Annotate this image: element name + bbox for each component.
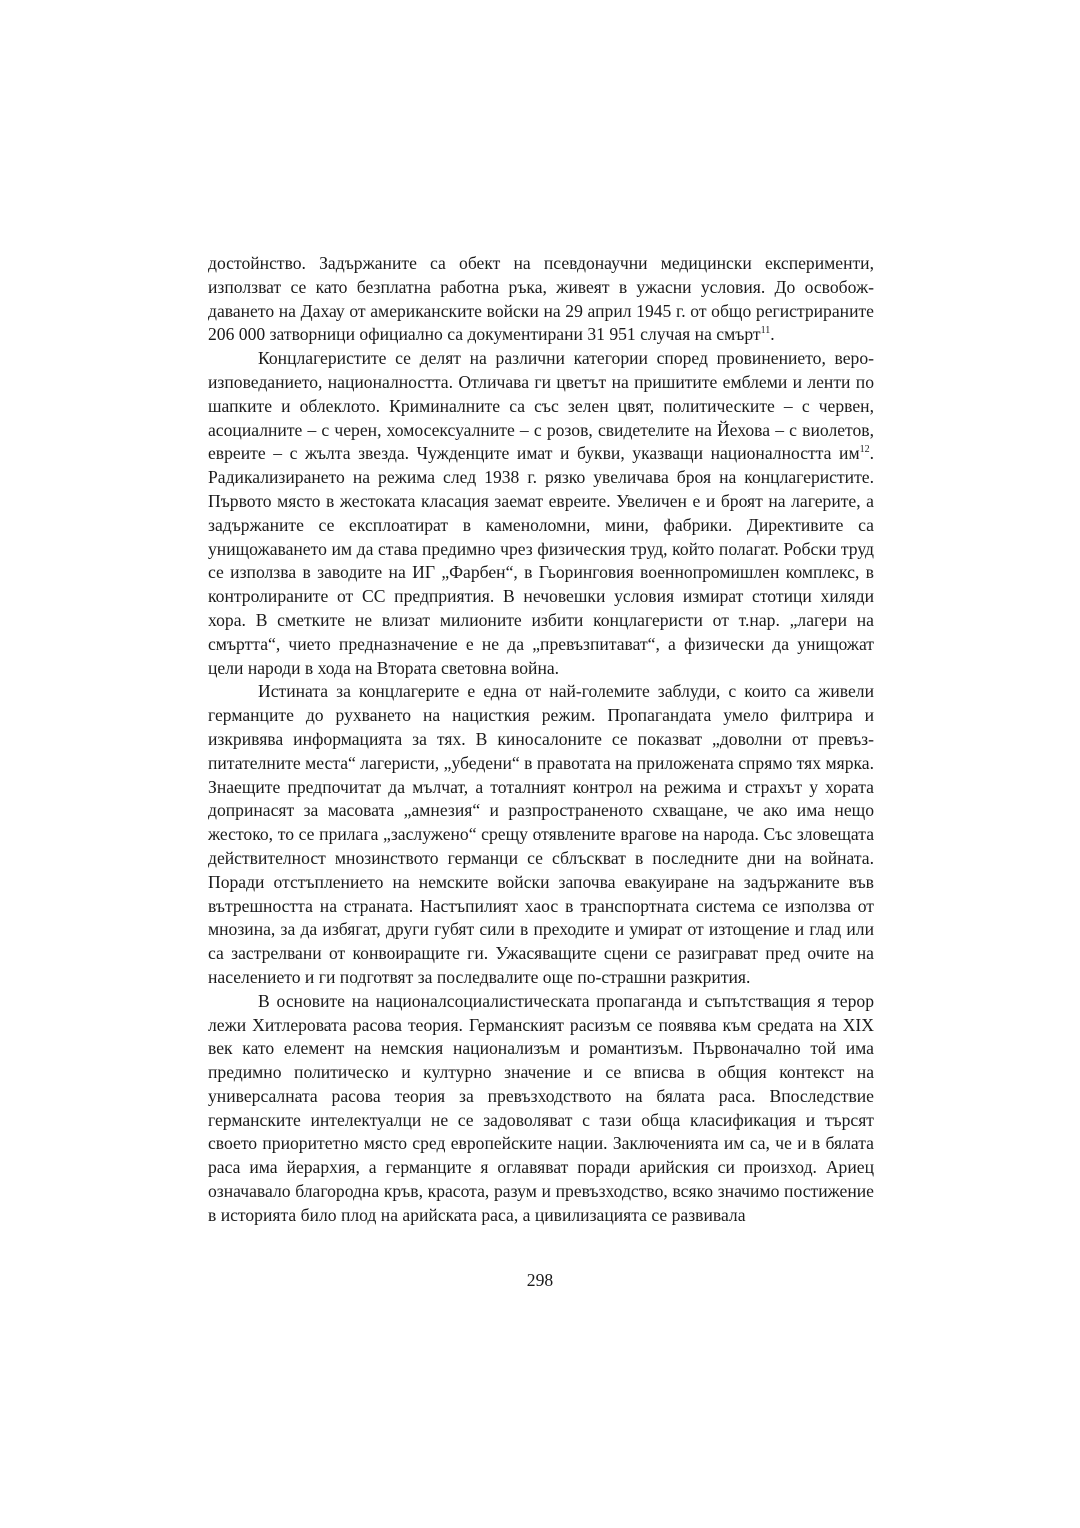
footnote-ref-12[interactable]: 12 — [859, 444, 870, 456]
paragraph-1-text: достойнство. Задържаните са обект на псевдонаучни медицински експерименти, използват се като безплатна работна ръка, живеят в ужасни условия. До освобождаването на Дахау от американските войски на 29 април 1945 г. от общо регистрираните 206 000 затворници официално са документирани 31 951 случая на смърт — [208, 253, 874, 345]
body-text — [208, 252, 874, 1228]
paragraph-2-text: Концлагеристите се делят на различни категории според провинението, вероизповеданието, националността. Отличава ги цветът на пришитите емблеми и ленти по шапките и облеклото. Криминалните са със зелен цвят, политическите – с червен, асоциалните – с черен, хомосексуалните – с розов, свидетелите на Йехова – с виолетов, евреите – с жълта звезда. Чужденците имат и букви, указващи националността им — [208, 348, 874, 464]
paragraph-1-tail: . — [770, 324, 775, 345]
paragraph-2 — [208, 347, 874, 680]
paragraph-3-text: Истината за концлагерите е една от най-големите заблуди, с които са живели германците до рухването на нацисткия режим. Пропагандата умело филтрира и изкривява информацията за тях. В киносалоните се показват „доволни от превъзпитателните места“ лагеристи, „убедени“ в правотата на приложената спрямо тях мярка. Знаещите предпочитат да мълчат, а тоталният контрол на режима и страхът у хората допринасят за масовата „амнезия“ и разпространеното схващане, че ако има нещо жестоко, то се прилага „заслужено“ срещу отявлените врагове на народа. Със зловещата действителност мнозинството германци се сблъскват в последните дни на войната. Поради отстъплението на немските войски започва евакуиране на задържаните във вътрешността на страната. Настъпилият хаос в транспортната система се използва от мнозина, за да избягат, други губят сили в преходите и умират от изтощение и глад или са застрелвани от конвоиращите ги. Ужасяващите сцени се разиграват пред очите на населението и ги подготвят за последвалите още по-страшни разкрития. — [208, 681, 874, 987]
footnote-ref-11[interactable]: 11 — [760, 325, 771, 337]
paragraph-4 — [208, 990, 874, 1228]
paragraph-1 — [208, 252, 874, 347]
page-number: 298 — [526, 1270, 554, 1290]
paragraph-4-text: В основите на националсоциалистическата пропаганда и съпътстващия я терор лежи Хитлеровата расова теория. Германският расизъм се появява към средата на XIX век като елемент на немския национализъм и романтизъм. Първоначално той има предимно политическо и културно значение и се вписва в общия контекст на универсалната расова теория за превъзходството на бялата раса. Впоследствие германските интелектуалци не се задоволяват с тази обща класификация и търсят своето приоритетно място сред европейските нации. Заключенията им са, че и в бялата раса има йерархия, а германците я оглавяват поради арийския си произход. Ариец означавало благородна кръв, красота, разум и превъзходство, всяко значимо постижение в историята било плод на арийската раса, а цивилизацията се развивала — [208, 990, 874, 1225]
paragraph-2-tail: . Радикализирането на режима след 1938 г. рязко увеличава броя на концлагеристите. Първото място в жестоката класация заемат евреите. Увеличен е и броят на лагерите, а задържаните се експлоатират в каменоломни, мини, фабрики. Директивите са унищожаването им да става предимно чрез физическия труд, който полагат. Робски труд се използва в заводите на ИГ „Фарбен“, в Гьоринговия военнопромишлен комплекс, в контролираните от СС предприятия. В нечовешки условия измират стотици хиляди хора. В сметките не влизат милионите избити концлагеристи от т.нар. „лагери на смъртта“, чието предназначение е не да „превъзпитават“, а физически да унищожат цели народи в хода на Втората световна война. — [208, 443, 874, 678]
paragraph-3 — [208, 680, 874, 989]
